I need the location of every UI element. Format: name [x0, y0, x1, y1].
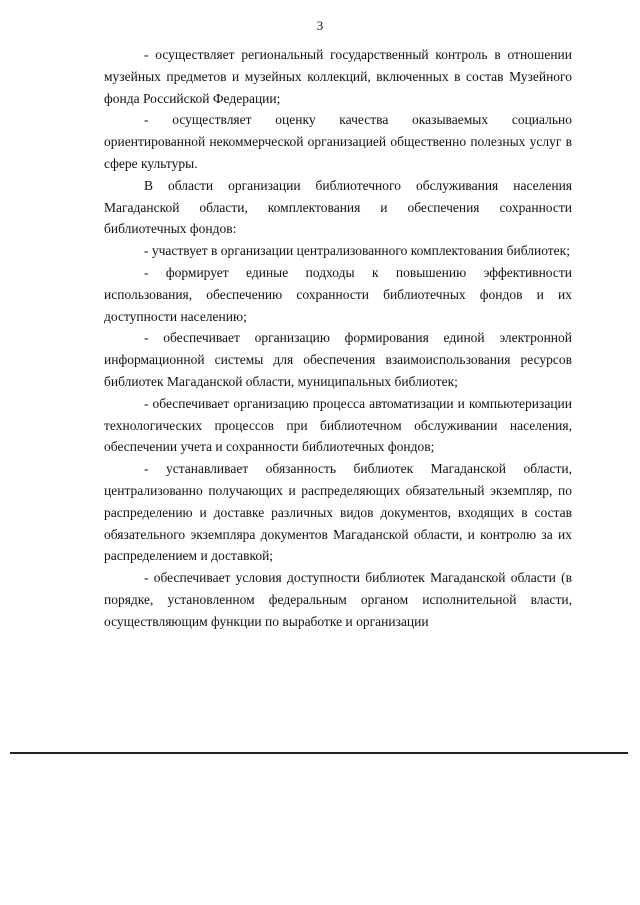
- paragraph-mandatory-copy: - устанавливает обязанность библиотек Магаданской области, централизованно получающих и распределяющих обязательный экземпляр, по распределению и доставке различных видов документов, входящих в состав обязательного экземпляра документов Магаданской области, и контролю за их распределением и доставкой;: [104, 461, 572, 564]
- paragraph-centralized-acquisition: - участвует в организации централизованного комплектования библиотек;: [144, 243, 570, 259]
- paragraph-unified-approaches: - формирует единые подходы к повышению эффективности использования, обеспечению сохранности библиотечных фондов и их доступности населению;: [104, 264, 572, 324]
- paragraph-museum-control: - осуществляет региональный государственный контроль в отношении музейных предметов и музейных коллекций, включенных в состав Музейного фонда Российской Федерации;: [104, 47, 572, 106]
- paragraph-quality-assessment: - осуществляет оценку качества оказываемых социально ориентированной некоммерческой организацией общественно полезных услуг в сфере культуры.: [104, 112, 572, 171]
- page-bottom-divider: [10, 752, 628, 754]
- paragraph-electronic-system: - обеспечивает организацию формирования единой электронной информационной системы для обеспечения взаимоиспользования ресурсов библиотек Магаданской области, муниципальных библиотек;: [104, 330, 572, 389]
- document-body: [104, 44, 572, 633]
- paragraph-library-section-heading: В области организации библиотечного обслуживания населения Магаданской области, комплектования и обеспечения сохранности библиотечных фондов:: [104, 177, 572, 237]
- paragraph-automation: - обеспечивает организацию процесса автоматизации и компьютеризации технологических процессов при библиотечном обслуживании населения, обеспечении учета и сохранности библиотечных фондов;: [104, 395, 572, 455]
- paragraph-accessibility: - обеспечивает условия доступности библиотек Магаданской области (в порядке, установленном федеральным органом исполнительной власти, осуществляющим функции по выработке и организации: [104, 570, 572, 629]
- page-number: 3: [316, 18, 324, 33]
